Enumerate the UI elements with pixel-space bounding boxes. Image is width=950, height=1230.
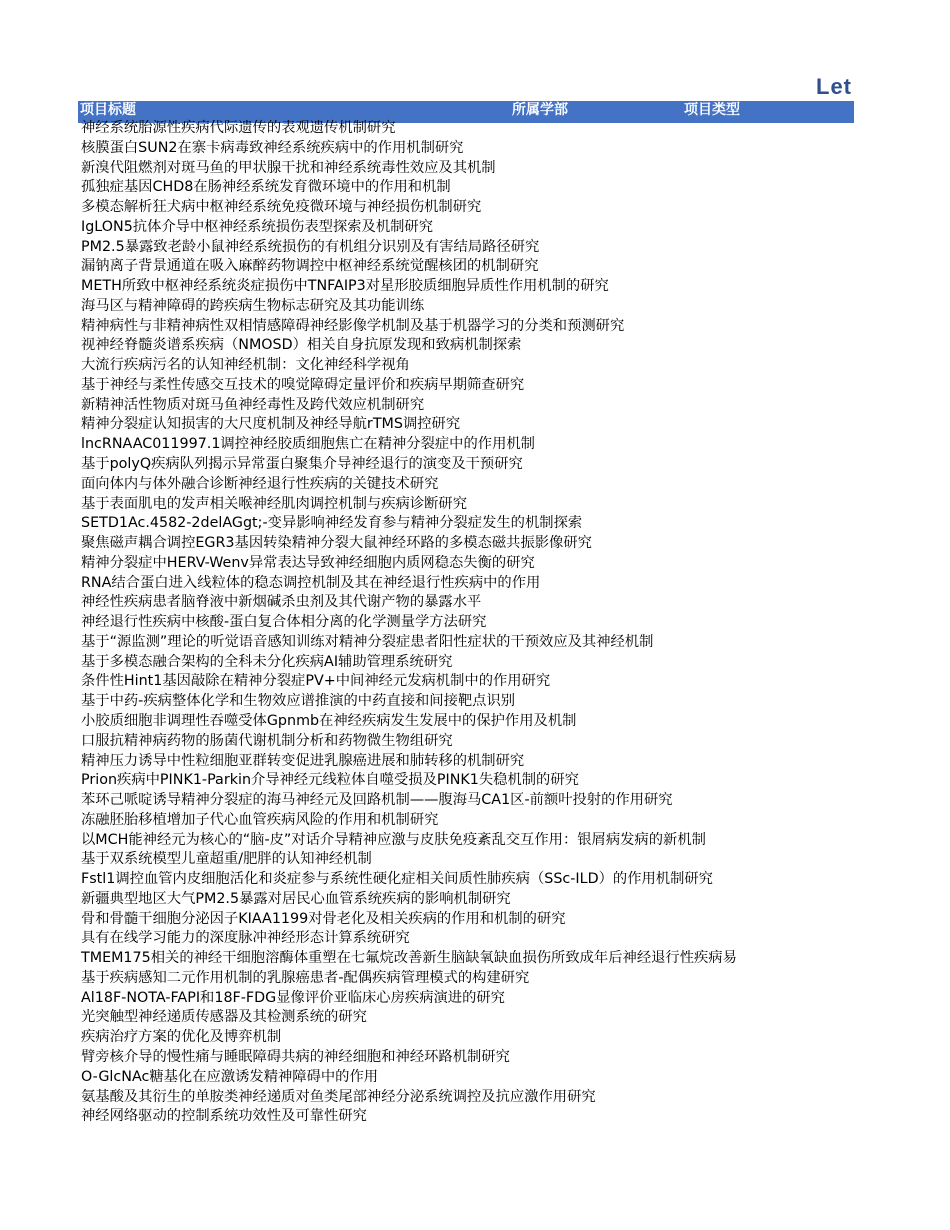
table-row: O-GlcNAc糖基化在应激诱发精神障碍中的作用 xyxy=(81,1068,379,1085)
table-row: 多模态解析狂犬病中枢神经系统免疫微环境与神经损伤机制研究 xyxy=(81,199,482,216)
table-row: RNA结合蛋白进入线粒体的稳态调控机制及其在神经退行性疾病中的作用 xyxy=(81,574,541,591)
table-row: Al18F-NOTA-FAPI和18F-FDG显像评价亚临床心房疾病演进的研究 xyxy=(81,989,505,1006)
table-row: IgLON5抗体介导中枢神经系统损伤表型探索及机制研究 xyxy=(81,218,434,235)
table-row: 以MCH能神经元为核心的“脑-皮”对话介导精神应激与皮肤免疫紊乱交互作用：银屑病发病的新机制 xyxy=(81,831,706,848)
table-row: 具有在线学习能力的深度脉冲神经形态计算系统研究 xyxy=(81,930,410,947)
table-row: 冻融胚胎移植增加子代心血管疾病风险的作用和机制研究 xyxy=(81,811,439,828)
column-header-title: 项目标题 xyxy=(80,102,136,118)
table-row: TMEM175相关的神经干细胞溶酶体重塑在七氟烷改善新生脑缺氧缺血损伤所致成年后神经退行性疾病易 xyxy=(81,950,737,967)
header-corner-text: Let xyxy=(816,74,852,99)
table-row: 新溴代阻燃剂对斑马鱼的甲状腺干扰和神经系统毒性效应及其机制 xyxy=(81,159,496,176)
table-row: 神经系统胎源性疾病代际遗传的表观遗传机制研究 xyxy=(81,120,396,136)
table-row: 新精神活性物质对斑马鱼神经毒性及跨代效应机制研究 xyxy=(81,396,425,413)
table-row: 精神分裂症中HERV-Wenv异常表达导致神经细胞内质网稳态失衡的研究 xyxy=(81,554,535,571)
table-row: 神经退行性疾病中核酸-蛋白复合体相分离的化学测量学方法研究 xyxy=(81,614,487,631)
table-row: 基于表面肌电的发声相关喉神经肌肉调控机制与疾病诊断研究 xyxy=(81,495,468,512)
project-list xyxy=(81,119,737,1127)
table-row: 漏钠离子背景通道在吸入麻醉药物调控中枢神经系统觉醒核团的机制研究 xyxy=(81,258,539,275)
table-row: 精神压力诱导中性粒细胞亚群转变促进乳腺癌进展和肺转移的机制研究 xyxy=(81,752,525,769)
table-row: 氨基酸及其衍生的单胺类神经递质对鱼类尾部神经分泌系统调控及抗应激作用研究 xyxy=(81,1088,596,1105)
table-row: 臂旁核介导的慢性痛与睡眠障碍共病的神经细胞和神经环路机制研究 xyxy=(81,1048,510,1065)
table-row: 基于“源监测”理论的听觉语音感知训练对精神分裂症患者阳性症状的干预效应及其神经机制 xyxy=(81,633,654,650)
table-row: 基于polyQ疾病队列揭示异常蛋白聚集介导神经退行的演变及干预研究 xyxy=(81,456,523,473)
table-row: 面向体内与体外融合诊断神经退行性疾病的关键技术研究 xyxy=(81,475,439,492)
table-row: 骨和骨髓干细胞分泌因子KIAA1199对骨老化及相关疾病的作用和机制的研究 xyxy=(81,910,566,927)
table-row: 神经性疾病患者脑脊液中新烟碱杀虫剂及其代谢产物的暴露水平 xyxy=(81,594,482,611)
table-row: 基于疾病感知二元作用机制的乳腺癌患者-配偶疾病管理模式的构建研究 xyxy=(81,969,530,986)
table-row: 精神分裂症认知损害的大尺度机制及神经导航rTMS调控研究 xyxy=(81,416,461,433)
table-row: 孤独症基因CHD8在肠神经系统发育微环境中的作用和机制 xyxy=(81,179,451,196)
table-row: 疾病治疗方案的优化及博弈机制 xyxy=(81,1029,282,1046)
table-row: 苯环己哌啶诱导精神分裂症的海马神经元及回路机制——腹海马CA1区-前额叶投射的作用研究 xyxy=(81,792,673,809)
table-row: 神经网络驱动的控制系统功效性及可靠性研究 xyxy=(81,1108,367,1125)
table-row: 核膜蛋白SUN2在寨卡病毒致神经系统疾病中的作用机制研究 xyxy=(81,139,464,156)
table-row: 海马区与精神障碍的跨疾病生物标志研究及其功能训练 xyxy=(81,297,425,314)
table-row: SETD1Ac.4582-2delAGgt;-变异影响神经发育参与精神分裂症发生的机制探索 xyxy=(81,515,583,532)
table-row: 光突触型神经递质传感器及其检测系统的研究 xyxy=(81,1009,367,1026)
column-header-department: 所属学部 xyxy=(512,102,568,118)
table-row: 精神病性与非精神病性双相情感障碍神经影像学机制及基于机器学习的分类和预测研究 xyxy=(81,317,625,334)
table-row: 大流行疾病污名的认知神经机制：文化神经科学视角 xyxy=(81,357,410,374)
table-row: Prion疾病中PINK1-Parkin介导神经元线粒体自噬受损及PINK1失稳机制的研究 xyxy=(81,772,579,789)
table-row: 条件性Hint1基因敲除在精神分裂症PV+中间神经元发病机制中的作用研究 xyxy=(81,673,551,690)
table-row: PM2.5暴露致老龄小鼠神经系统损伤的有机组分识别及有害结局路径研究 xyxy=(81,238,540,255)
table-row: 基于多模态融合架构的全科未分化疾病AI辅助管理系统研究 xyxy=(81,653,453,670)
table-row: lncRNAAC011997.1调控神经胶质细胞焦亡在精神分裂症中的作用机制 xyxy=(81,436,535,453)
table-row: 聚焦磁声耦合调控EGR3基因转染精神分裂大鼠神经环路的多模态磁共振影像研究 xyxy=(81,535,592,552)
column-header-type: 项目类型 xyxy=(684,102,740,118)
table-row: METH所致中枢神经系统炎症损伤中TNFAIP3对星形胶质细胞异质性作用机制的研究 xyxy=(81,278,609,295)
table-row: 新疆典型地区大气PM2.5暴露对居民心血管系统疾病的影响机制研究 xyxy=(81,890,511,907)
table-row: 基于中药-疾病整体化学和生物效应谱推演的中药直接和间接靶点识别 xyxy=(81,693,516,710)
table-row: 视神经脊髓炎谱系疾病（NMOSD）相关自身抗原发现和致病机制探索 xyxy=(81,337,522,354)
table-row: 小胶质细胞非调理性吞噬受体Gpnmb在神经疾病发生发展中的保护作用及机制 xyxy=(81,712,577,729)
table-row: 基于神经与柔性传感交互技术的嗅觉障碍定量评价和疾病早期筛查研究 xyxy=(81,376,525,393)
table-row: Fstl1调控血管内皮细胞活化和炎症参与系统性硬化症相关间质性肺疾病（SSc-ILD）的作用机制研究 xyxy=(81,871,713,888)
table-row: 口服抗精神病药物的肠菌代谢机制分析和药物微生物组研究 xyxy=(81,732,453,749)
table-row: 基于双系统模型儿童超重/肥胖的认知神经机制 xyxy=(81,851,372,868)
